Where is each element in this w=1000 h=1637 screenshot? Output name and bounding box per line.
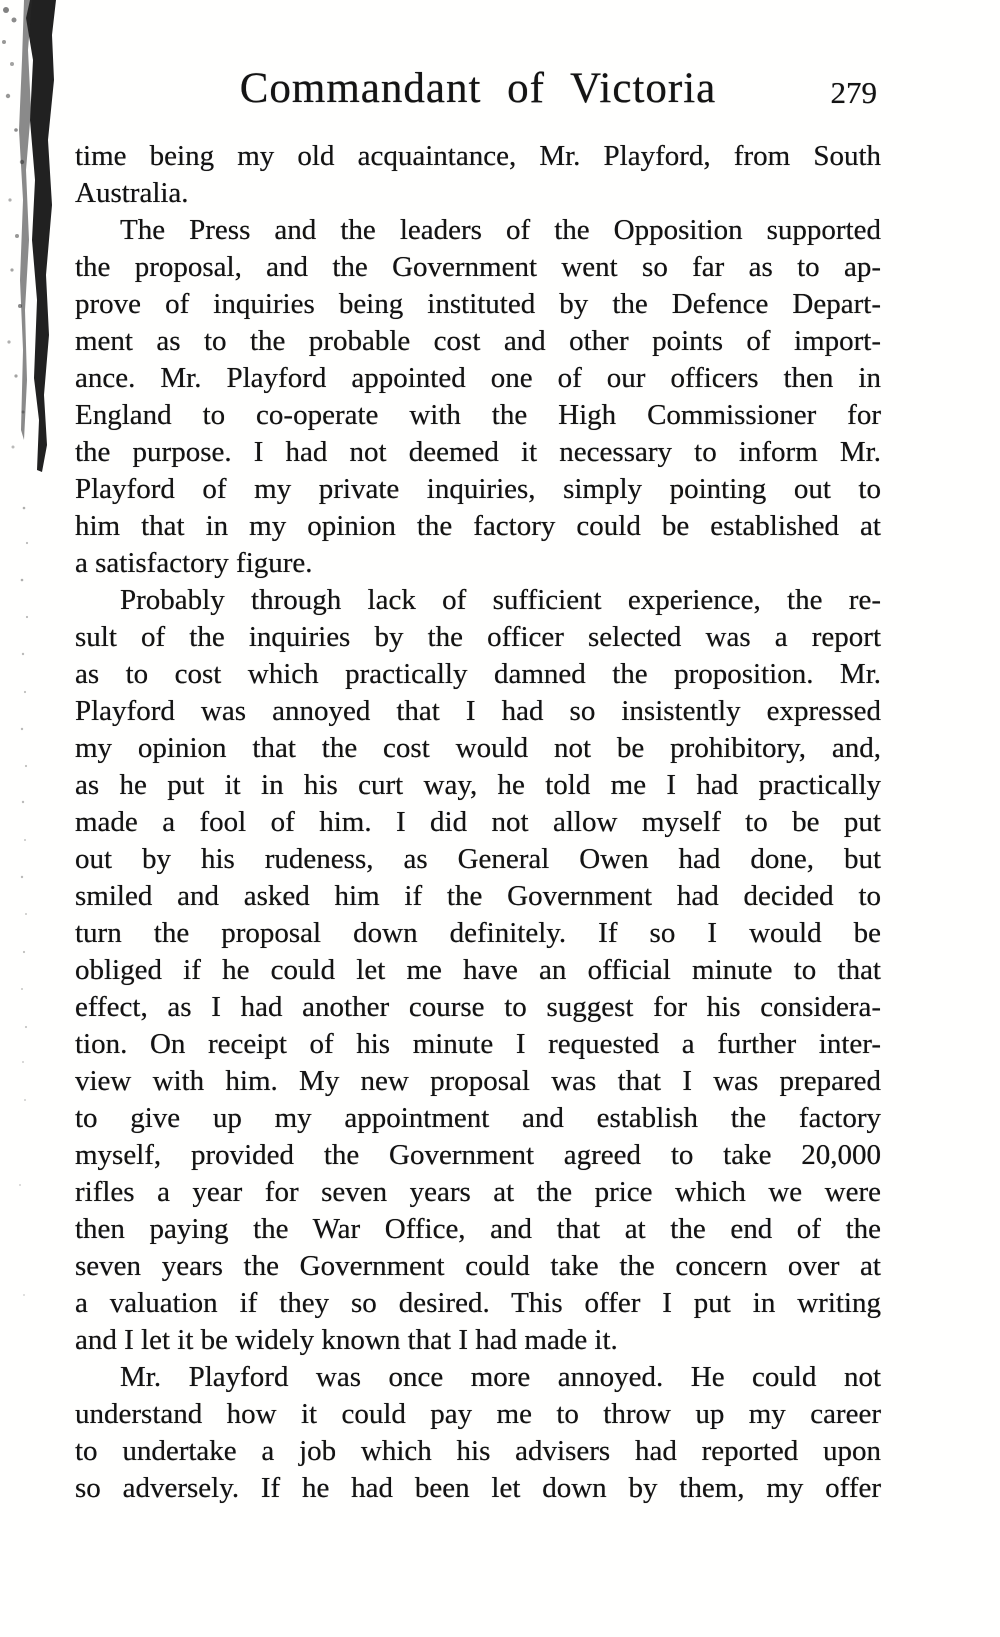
text-line: so adversely. If he had been let down by them, my offer: [75, 1472, 881, 1504]
text-line: as to cost which practically damned the proposition. Mr.: [75, 658, 881, 690]
text-line: ance. Mr. Playford appointed one of our officers then in: [75, 362, 881, 394]
text-line: turn the proposal down definitely. If so I would be: [75, 917, 881, 949]
text-line: ment as to the probable cost and other points of import-: [75, 325, 881, 357]
text-line: smiled and asked him if the Government had decided to: [75, 880, 881, 912]
page-header: [75, 62, 881, 116]
text-line: as he put it in his curt way, he told me I had practically: [75, 769, 881, 801]
text-line: the purpose. I had not deemed it necessary to inform Mr.: [75, 436, 881, 468]
page-number: 279: [830, 75, 877, 110]
scan-edge-artifact: [0, 0, 70, 1400]
text-line: out by his rudeness, as General Owen had done, but: [75, 843, 881, 875]
text-line: a valuation if they so desired. This offer I put in writing: [75, 1287, 881, 1319]
text-line: understand how it could pay me to throw up my career: [75, 1398, 881, 1430]
text-line: to undertake a job which his advisers had reported upon: [75, 1435, 881, 1467]
text-line: Australia.: [75, 177, 189, 209]
text-line: The Press and the leaders of the Opposition supported: [120, 214, 881, 246]
text-line: then paying the War Office, and that at the end of the: [75, 1213, 881, 1245]
text-line: my opinion that the cost would not be prohibitory, and,: [75, 732, 881, 764]
text-line: prove of inquiries being instituted by the Defence Depart-: [75, 288, 881, 320]
text-line: rifles a year for seven years at the price which we were: [75, 1176, 881, 1208]
text-line: seven years the Government could take the concern over at: [75, 1250, 881, 1282]
text-line: myself, provided the Government agreed to take 20,000: [75, 1139, 881, 1171]
text-line: Mr. Playford was once more annoyed. He could not: [120, 1361, 881, 1393]
text-line: England to co-operate with the High Commissioner for: [75, 399, 881, 431]
text-line: view with him. My new proposal was that I was prepared: [75, 1065, 881, 1097]
text-line: obliged if he could let me have an official minute to that: [75, 954, 881, 986]
text-line: Probably through lack of sufficient experience, the re-: [120, 584, 881, 616]
text-line: sult of the inquiries by the officer selected was a report: [75, 621, 881, 653]
text-line: the proposal, and the Government went so far as to ap-: [75, 251, 881, 283]
text-line: a satisfactory figure.: [75, 547, 313, 579]
text-line: to give up my appointment and establish the factory: [75, 1102, 881, 1134]
text-line: and I let it be widely known that I had made it.: [75, 1324, 618, 1356]
text-line: Playford of my private inquiries, simply pointing out to: [75, 473, 881, 505]
text-line: effect, as I had another course to suggest for his considera-: [75, 991, 881, 1023]
text-line: tion. On receipt of his minute I requested a further inter-: [75, 1028, 881, 1060]
text-line: Playford was annoyed that I had so insistently expressed: [75, 695, 881, 727]
running-title: Commandant of Victoria: [239, 65, 717, 112]
text-line: him that in my opinion the factory could be established at: [75, 510, 881, 542]
text-line: time being my old acquaintance, Mr. Playford, from South: [75, 140, 881, 172]
text-line: made a fool of him. I did not allow myself to be put: [75, 806, 881, 838]
text-block: [75, 138, 881, 1507]
